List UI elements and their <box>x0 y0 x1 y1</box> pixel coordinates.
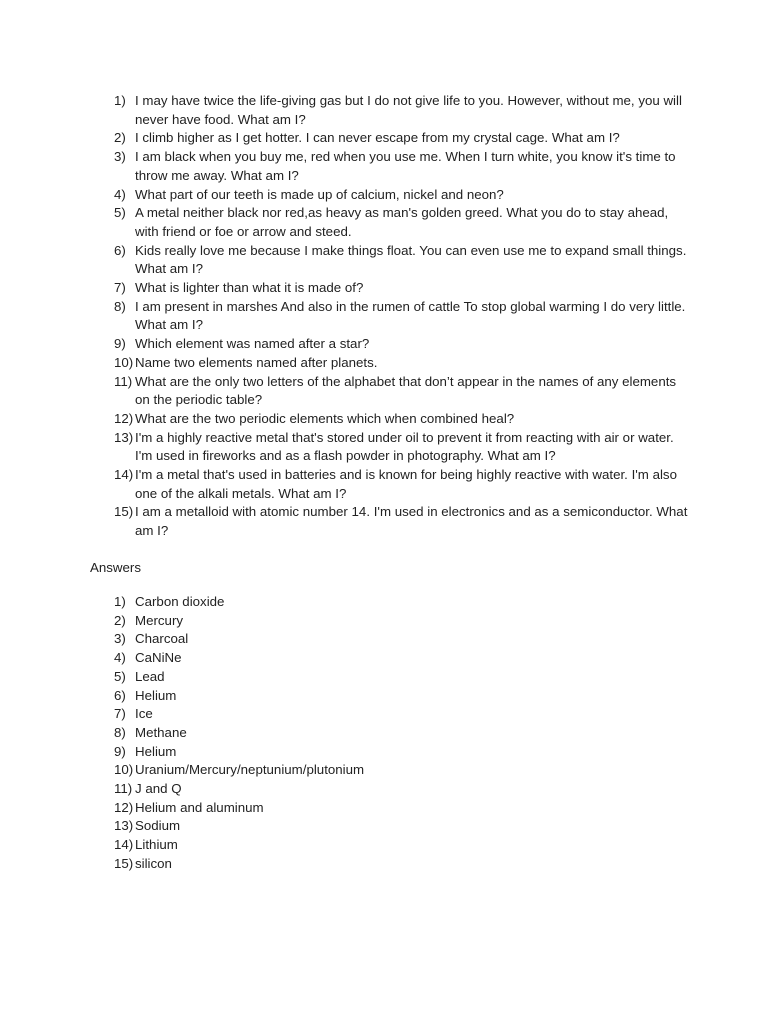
question-item <box>90 298 690 335</box>
question-text: A metal neither black nor red,as heavy as man's golden greed. What you do to stay ahead, with friend or foe or arrow and steed. <box>135 205 669 239</box>
answer-number: 13) <box>114 818 134 834</box>
question-number: 2) <box>114 130 126 146</box>
answer-text: CaNiNe <box>135 650 182 666</box>
question-text: I am present in marshes And also in the rumen of cattle To stop global warming I do very little. What am I? <box>135 298 686 333</box>
answer-number: 2) <box>114 612 126 628</box>
question-number: 8) <box>114 298 126 314</box>
question-item <box>90 279 690 298</box>
question-number: 1) <box>114 93 126 108</box>
question-item <box>90 148 690 185</box>
answer-item <box>90 724 690 743</box>
answer-number: 15) <box>114 855 134 871</box>
answer-number: 5) <box>114 668 126 684</box>
answers-heading: Answers <box>90 560 141 575</box>
question-item <box>90 354 690 373</box>
answer-number: 14) <box>114 837 134 853</box>
answer-number: 1) <box>114 594 126 609</box>
answer-item <box>90 743 690 762</box>
questions-list <box>90 92 690 541</box>
answer-text: Sodium <box>135 818 181 834</box>
question-text: I climb higher as I get hotter. I can never escape from my crystal cage. What am I? <box>135 130 620 146</box>
question-text: Which element was named after a star? <box>135 336 370 352</box>
answer-number: 7) <box>114 706 126 722</box>
question-item <box>90 204 690 241</box>
question-text: I'm a highly reactive metal that's stored under oil to prevent it from reacting with air or water. I'm used in fireworks and as a flash powder in photography. What am I? <box>135 429 674 464</box>
question-text: I may have twice the life-giving gas but I do not give life to you. However, without me, you will never have food. What am I? <box>135 93 682 127</box>
question-number: 11) <box>114 373 133 389</box>
answer-text: Carbon dioxide <box>135 594 225 609</box>
question-item <box>90 92 690 129</box>
question-number: 9) <box>114 336 126 352</box>
answer-number: 3) <box>114 631 126 647</box>
question-number: 14) <box>114 467 134 483</box>
question-number: 13) <box>114 429 134 445</box>
answer-item <box>90 649 690 668</box>
answer-number: 8) <box>114 724 126 740</box>
question-number: 7) <box>114 280 126 296</box>
question-text: Kids really love me because I make things float. You can even use me to expand small things. What am I? <box>135 242 687 277</box>
answer-number: 9) <box>114 743 126 759</box>
answer-text: Helium <box>135 687 177 703</box>
answer-text: Lithium <box>135 837 178 853</box>
answer-item <box>90 687 690 706</box>
answer-number: 10) <box>114 762 134 778</box>
question-item <box>90 429 690 466</box>
answer-text: Charcoal <box>135 631 189 647</box>
answer-item <box>90 799 690 818</box>
question-number: 15) <box>114 504 134 520</box>
answer-text: J and Q <box>135 781 182 797</box>
question-item <box>90 466 690 503</box>
question-number: 12) <box>114 410 134 426</box>
answer-item <box>90 593 690 612</box>
answer-text: silicon <box>135 855 172 871</box>
answer-item <box>90 630 690 649</box>
answer-text: Lead <box>135 668 165 684</box>
question-text: What are the two periodic elements which when combined heal? <box>135 410 515 426</box>
question-number: 3) <box>114 149 126 165</box>
answer-number: 6) <box>114 687 126 703</box>
answer-text: Helium and aluminum <box>135 799 264 815</box>
answer-text: Uranium/Mercury/neptunium/plutonium <box>135 762 365 778</box>
question-item <box>90 242 690 279</box>
answer-item <box>90 855 690 874</box>
answer-item <box>90 705 690 724</box>
answer-number: 12) <box>114 799 134 815</box>
answer-number: 4) <box>114 650 126 666</box>
answer-number: 11) <box>114 781 133 797</box>
answer-text: Methane <box>135 724 187 740</box>
question-item <box>90 410 690 429</box>
question-text: What part of our teeth is made up of calcium, nickel and neon? <box>135 186 504 202</box>
question-text: I am a metalloid with atomic number 14. I'm used in electronics and as a semiconductor. What am I? <box>135 504 688 539</box>
question-item <box>90 335 690 354</box>
question-item <box>90 373 690 410</box>
question-item <box>90 186 690 205</box>
question-item <box>90 503 690 540</box>
answer-item <box>90 761 690 780</box>
question-number: 5) <box>114 205 126 221</box>
question-number: 4) <box>114 186 126 202</box>
answer-text: Helium <box>135 743 177 759</box>
answer-item <box>90 817 690 836</box>
question-item <box>90 129 690 148</box>
question-text: What is lighter than what it is made of? <box>135 280 364 296</box>
answer-text: Mercury <box>135 612 184 628</box>
answer-item <box>90 612 690 631</box>
answer-item <box>90 836 690 855</box>
question-text: What are the only two letters of the alphabet that don’t appear in the names of any elements on the periodic table? <box>135 373 677 408</box>
question-text: I am black when you buy me, red when you use me. When I turn white, you know it's time to throw me away. What am I? <box>135 149 676 183</box>
answers-list <box>90 593 690 874</box>
question-number: 10) <box>114 354 134 370</box>
answer-item <box>90 668 690 687</box>
question-number: 6) <box>114 242 126 258</box>
question-text: I'm a metal that's used in batteries and is known for being highly reactive with water. I'm also one of the alkali metals. What am I? <box>135 467 677 501</box>
answer-item <box>90 780 690 799</box>
question-text: Name two elements named after planets. <box>135 354 378 370</box>
answer-text: Ice <box>135 706 153 722</box>
